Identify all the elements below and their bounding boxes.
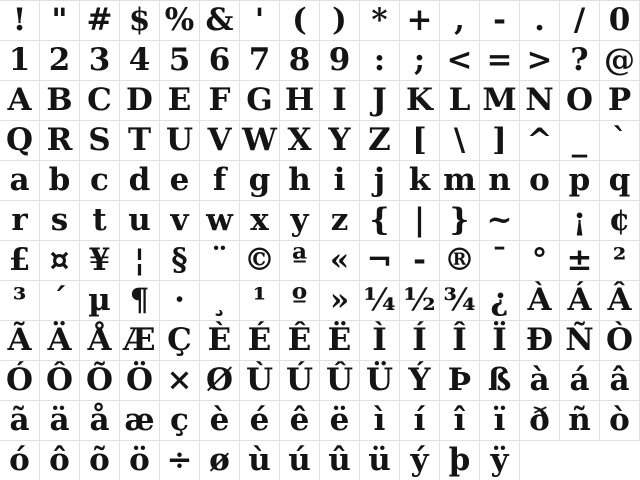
- glyph-cell-r4-c9: Y: [320, 121, 360, 160]
- glyph-cell-r9-c4: Æ: [120, 321, 160, 360]
- glyph-cell-r3-c16: P: [600, 81, 640, 120]
- grid-row-11: [0, 401, 640, 441]
- glyph-cell-r10-c2: Ô: [40, 361, 80, 400]
- glyph-cell-r12-c3: õ: [80, 441, 120, 480]
- glyph-cell-r6-c9: z: [320, 201, 360, 240]
- glyph-cell-r3-c15: O: [560, 81, 600, 120]
- glyph-cell-r8-c8: º: [280, 281, 320, 320]
- grid-row-12: [0, 441, 640, 480]
- glyph-cell-r9-c7: É: [240, 321, 280, 360]
- glyph-cell-r2-c13: =: [480, 41, 520, 80]
- glyph-cell-r12-c2: ô: [40, 441, 80, 480]
- glyph-cell-r11-c14: ð: [520, 401, 560, 440]
- glyph-cell-r5-c12: m: [440, 161, 480, 200]
- glyph-cell-r6-c6: w: [200, 201, 240, 240]
- grid-row-7: [0, 241, 640, 281]
- glyph-cell-r3-c5: E: [160, 81, 200, 120]
- glyph-cell-r1-c6: &: [200, 1, 240, 40]
- glyph-cell-r6-c3: t: [80, 201, 120, 240]
- glyph-cell-r10-c10: Ü: [360, 361, 400, 400]
- glyph-cell-r9-c10: Ì: [360, 321, 400, 360]
- glyph-cell-r2-c4: 4: [120, 41, 160, 80]
- grid-row-8: [0, 281, 640, 321]
- glyph-cell-r11-c5: ç: [160, 401, 200, 440]
- glyph-cell-r11-c3: å: [80, 401, 120, 440]
- glyph-cell-r8-c9: »: [320, 281, 360, 320]
- glyph-cell-r7-c4: ¦: [120, 241, 160, 280]
- glyph-cell-r5-c6: f: [200, 161, 240, 200]
- glyph-cell-r6-c15: ¡: [560, 201, 600, 240]
- glyph-cell-r2-c12: <: [440, 41, 480, 80]
- glyph-cell-r10-c13: ß: [480, 361, 520, 400]
- glyph-cell-r3-c3: C: [80, 81, 120, 120]
- glyph-cell-r12-c9: û: [320, 441, 360, 480]
- glyph-cell-r9-c1: Ã: [0, 321, 40, 360]
- glyph-cell-r3-c10: J: [360, 81, 400, 120]
- grid-row-2: [0, 41, 640, 81]
- glyph-cell-r8-c15: Á: [560, 281, 600, 320]
- glyph-cell-r1-c5: %: [160, 1, 200, 40]
- glyph-cell-r10-c8: Ú: [280, 361, 320, 400]
- glyph-cell-r6-c13: ~: [480, 201, 520, 240]
- glyph-cell-r11-c2: ä: [40, 401, 80, 440]
- glyph-cell-r12-c13: ÿ: [480, 441, 520, 480]
- glyph-cell-r7-c6: ¨: [200, 241, 240, 280]
- glyph-cell-r4-c11: [: [400, 121, 440, 160]
- glyph-cell-r4-c3: S: [80, 121, 120, 160]
- glyph-cell-r10-c6: Ø: [200, 361, 240, 400]
- glyph-cell-r10-c4: Ö: [120, 361, 160, 400]
- glyph-cell-r10-c7: Ù: [240, 361, 280, 400]
- glyph-cell-r5-c13: n: [480, 161, 520, 200]
- glyph-cell-r4-c16: `: [600, 121, 640, 160]
- glyph-cell-r6-c2: s: [40, 201, 80, 240]
- glyph-cell-r6-c10: {: [360, 201, 400, 240]
- glyph-cell-r6-c5: v: [160, 201, 200, 240]
- glyph-cell-r8-c5: ·: [160, 281, 200, 320]
- glyph-cell-r1-c12: ,: [440, 1, 480, 40]
- glyph-cell-r12-c12: þ: [440, 441, 480, 480]
- glyph-cell-r5-c10: j: [360, 161, 400, 200]
- glyph-cell-r1-c7: ': [240, 1, 280, 40]
- glyph-cell-r9-c3: Å: [80, 321, 120, 360]
- glyph-cell-r5-c4: d: [120, 161, 160, 200]
- glyph-cell-r8-c7: ¹: [240, 281, 280, 320]
- glyph-cell-r1-c2: ": [40, 1, 80, 40]
- glyph-cell-r7-c5: §: [160, 241, 200, 280]
- glyph-cell-r7-c7: ©: [240, 241, 280, 280]
- glyph-cell-r10-c9: Û: [320, 361, 360, 400]
- glyph-cell-r7-c16: ²: [600, 241, 640, 280]
- glyph-cell-r2-c9: 9: [320, 41, 360, 80]
- glyph-cell-r1-c1: !: [0, 1, 40, 40]
- glyph-cell-r1-c14: .: [520, 1, 560, 40]
- glyph-cell-r6-c12: }: [440, 201, 480, 240]
- glyph-cell-r5-c9: i: [320, 161, 360, 200]
- glyph-cell-r9-c13: Ï: [480, 321, 520, 360]
- glyph-cell-r5-c14: o: [520, 161, 560, 200]
- glyph-cell-r12-c6: ø: [200, 441, 240, 480]
- glyph-cell-r6-c7: x: [240, 201, 280, 240]
- glyph-cell-r7-c13: ¯: [480, 241, 520, 280]
- glyph-cell-r8-c14: À: [520, 281, 560, 320]
- glyph-cell-r4-c14: ^: [520, 121, 560, 160]
- glyph-cell-r8-c4: ¶: [120, 281, 160, 320]
- grid-row-6: [0, 201, 640, 241]
- glyph-cell-r2-c2: 2: [40, 41, 80, 80]
- glyph-cell-r7-c9: «: [320, 241, 360, 280]
- glyph-cell-r10-c12: Þ: [440, 361, 480, 400]
- glyph-cell-r9-c9: Ë: [320, 321, 360, 360]
- glyph-cell-r6-c8: y: [280, 201, 320, 240]
- glyph-cell-r11-c12: î: [440, 401, 480, 440]
- glyph-cell-r3-c13: M: [480, 81, 520, 120]
- glyph-cell-r11-c11: í: [400, 401, 440, 440]
- glyph-cell-r9-c5: Ç: [160, 321, 200, 360]
- glyph-cell-r4-c15: _: [560, 121, 600, 160]
- glyph-cell-r5-c1: a: [0, 161, 40, 200]
- glyph-cell-r1-c11: +: [400, 1, 440, 40]
- glyph-cell-r11-c7: é: [240, 401, 280, 440]
- glyph-cell-r10-c1: Ó: [0, 361, 40, 400]
- glyph-cell-r11-c4: æ: [120, 401, 160, 440]
- glyph-cell-r8-c2: ´: [40, 281, 80, 320]
- glyph-cell-r11-c15: ñ: [560, 401, 600, 440]
- glyph-cell-r8-c16: Â: [600, 281, 640, 320]
- glyph-cell-r4-c6: V: [200, 121, 240, 160]
- glyph-cell-r4-c12: \: [440, 121, 480, 160]
- glyph-cell-r2-c3: 3: [80, 41, 120, 80]
- glyph-cell-r12-c8: ú: [280, 441, 320, 480]
- glyph-cell-r11-c1: ã: [0, 401, 40, 440]
- glyph-cell-r10-c14: à: [520, 361, 560, 400]
- grid-row-4: [0, 121, 640, 161]
- glyph-cell-r3-c2: B: [40, 81, 80, 120]
- glyph-cell-r11-c16: ò: [600, 401, 640, 440]
- glyph-cell-r5-c8: h: [280, 161, 320, 200]
- glyph-cell-r11-c8: ê: [280, 401, 320, 440]
- glyph-cell-r8-c10: ¼: [360, 281, 400, 320]
- grid-row-1: [0, 1, 640, 41]
- glyph-cell-r4-c1: Q: [0, 121, 40, 160]
- glyph-cell-r2-c14: >: [520, 41, 560, 80]
- glyph-cell-r4-c8: X: [280, 121, 320, 160]
- glyph-cell-r2-c11: ;: [400, 41, 440, 80]
- glyph-cell-r11-c13: ï: [480, 401, 520, 440]
- glyph-cell-r8-c11: ½: [400, 281, 440, 320]
- glyph-cell-r2-c6: 6: [200, 41, 240, 80]
- glyph-cell-r7-c1: £: [0, 241, 40, 280]
- glyph-cell-r7-c3: ¥: [80, 241, 120, 280]
- glyph-cell-r7-c11: -: [400, 241, 440, 280]
- glyph-cell-r9-c11: Í: [400, 321, 440, 360]
- glyph-cell-r1-c3: #: [80, 1, 120, 40]
- glyph-cell-r1-c16: 0: [600, 1, 640, 40]
- glyph-cell-r8-c12: ¾: [440, 281, 480, 320]
- glyph-cell-r4-c4: T: [120, 121, 160, 160]
- glyph-cell-r1-c4: $: [120, 1, 160, 40]
- glyph-cell-r5-c3: c: [80, 161, 120, 200]
- glyph-cell-r10-c11: Ý: [400, 361, 440, 400]
- glyph-cell-r3-c1: A: [0, 81, 40, 120]
- glyph-cell-r3-c6: F: [200, 81, 240, 120]
- glyph-cell-r2-c1: 1: [0, 41, 40, 80]
- glyph-cell-r3-c4: D: [120, 81, 160, 120]
- glyph-cell-r12-c11: ý: [400, 441, 440, 480]
- grid-row-5: [0, 161, 640, 201]
- glyph-cell-r5-c2: b: [40, 161, 80, 200]
- glyph-cell-r3-c7: G: [240, 81, 280, 120]
- glyph-cell-r6-c14: [520, 201, 560, 240]
- glyph-cell-r7-c8: ª: [280, 241, 320, 280]
- glyph-cell-r8-c6: ¸: [200, 281, 240, 320]
- glyph-cell-r1-c10: *: [360, 1, 400, 40]
- glyph-cell-r12-c4: ö: [120, 441, 160, 480]
- glyph-cell-r7-c12: ®: [440, 241, 480, 280]
- glyph-cell-r4-c10: Z: [360, 121, 400, 160]
- glyph-cell-r9-c16: Ò: [600, 321, 640, 360]
- glyph-cell-r8-c3: µ: [80, 281, 120, 320]
- glyph-cell-r8-c1: ³: [0, 281, 40, 320]
- glyph-cell-r3-c14: N: [520, 81, 560, 120]
- glyph-cell-r6-c1: r: [0, 201, 40, 240]
- glyph-cell-r5-c16: q: [600, 161, 640, 200]
- glyph-cell-r5-c11: k: [400, 161, 440, 200]
- glyph-cell-r9-c12: Î: [440, 321, 480, 360]
- glyph-cell-r2-c15: ?: [560, 41, 600, 80]
- glyph-cell-r12-c10: ü: [360, 441, 400, 480]
- glyph-cell-r9-c6: È: [200, 321, 240, 360]
- glyph-cell-r1-c9: ): [320, 1, 360, 40]
- glyph-cell-r7-c14: °: [520, 241, 560, 280]
- glyph-cell-r11-c10: ì: [360, 401, 400, 440]
- glyph-cell-r10-c5: ×: [160, 361, 200, 400]
- glyph-cell-r10-c15: á: [560, 361, 600, 400]
- glyph-cell-r5-c15: p: [560, 161, 600, 200]
- glyph-cell-r8-c13: ¿: [480, 281, 520, 320]
- glyph-cell-r9-c2: Ä: [40, 321, 80, 360]
- glyph-cell-r6-c16: ¢: [600, 201, 640, 240]
- glyph-cell-r4-c2: R: [40, 121, 80, 160]
- glyph-cell-r1-c15: /: [560, 1, 600, 40]
- glyph-cell-r3-c12: L: [440, 81, 480, 120]
- glyph-cell-r10-c16: â: [600, 361, 640, 400]
- glyph-cell-r12-c7: ù: [240, 441, 280, 480]
- glyph-cell-r6-c4: u: [120, 201, 160, 240]
- glyph-cell-r4-c13: ]: [480, 121, 520, 160]
- grid-row-9: [0, 321, 640, 361]
- glyph-cell-r3-c9: I: [320, 81, 360, 120]
- glyph-cell-r1-c13: -: [480, 1, 520, 40]
- glyph-cell-r9-c14: Ð: [520, 321, 560, 360]
- glyph-cell-r2-c8: 8: [280, 41, 320, 80]
- glyph-cell-r7-c2: ¤: [40, 241, 80, 280]
- glyph-cell-r2-c16: @: [600, 41, 640, 80]
- glyph-cell-r9-c15: Ñ: [560, 321, 600, 360]
- glyph-cell-r12-c1: ó: [0, 441, 40, 480]
- glyph-cell-r4-c5: U: [160, 121, 200, 160]
- grid-row-10: [0, 361, 640, 401]
- glyph-cell-r3-c8: H: [280, 81, 320, 120]
- glyph-cell-r3-c11: K: [400, 81, 440, 120]
- glyph-cell-r5-c5: e: [160, 161, 200, 200]
- glyph-cell-r2-c10: :: [360, 41, 400, 80]
- glyph-cell-r1-c8: (: [280, 1, 320, 40]
- grid-row-3: [0, 81, 640, 121]
- glyph-cell-r6-c11: |: [400, 201, 440, 240]
- glyph-cell-r7-c15: ±: [560, 241, 600, 280]
- glyph-cell-r11-c6: è: [200, 401, 240, 440]
- glyph-cell-r2-c7: 7: [240, 41, 280, 80]
- glyph-cell-r10-c3: Õ: [80, 361, 120, 400]
- glyph-cell-r7-c10: ¬: [360, 241, 400, 280]
- glyph-cell-r11-c9: ë: [320, 401, 360, 440]
- glyph-cell-r9-c8: Ê: [280, 321, 320, 360]
- glyph-cell-r2-c5: 5: [160, 41, 200, 80]
- glyph-cell-r4-c7: W: [240, 121, 280, 160]
- glyph-cell-r12-c5: ÷: [160, 441, 200, 480]
- glyph-cell-r5-c7: g: [240, 161, 280, 200]
